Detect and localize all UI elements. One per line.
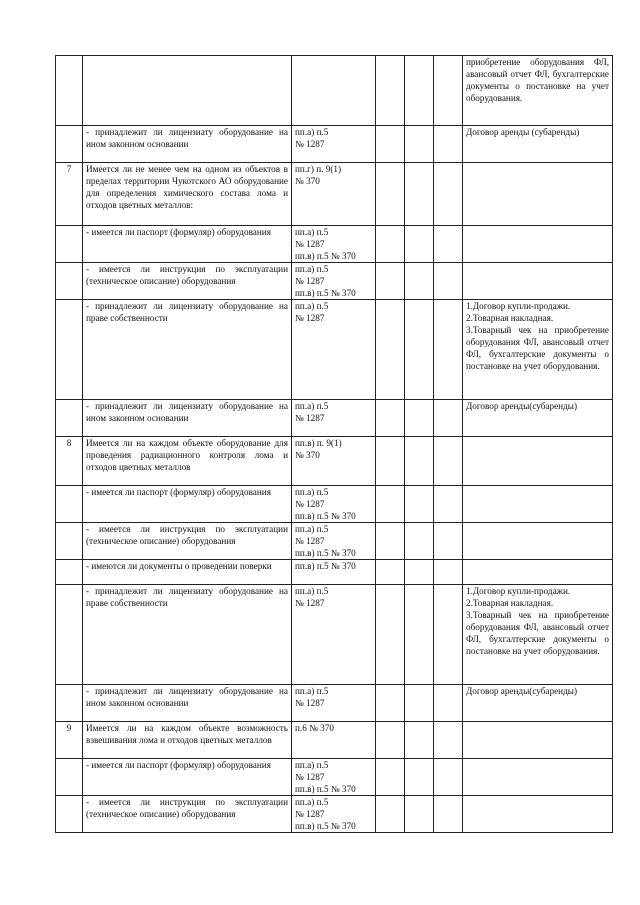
requirement-cell-text: - имеется ли паспорт (формуляр) оборудования <box>86 760 271 770</box>
row-number-cell <box>56 400 83 437</box>
table-row <box>56 263 613 300</box>
requirement-cell <box>83 759 292 796</box>
table-row <box>56 486 613 523</box>
requirement-cell <box>83 263 292 300</box>
requirement-cell <box>83 523 292 560</box>
row-number-cell <box>56 163 83 226</box>
no-cell <box>405 585 434 685</box>
documents-cell <box>463 300 613 400</box>
requirement-cell-text: - имеется ли паспорт (формуляр) оборудования <box>86 227 271 237</box>
documents-cell-text: Договор аренды(субаренды) <box>466 686 578 696</box>
no-cell <box>405 560 434 585</box>
row-number-cell <box>56 585 83 685</box>
yes-cell <box>376 796 405 833</box>
requirement-cell <box>83 300 292 400</box>
table-row <box>56 523 613 560</box>
requirement-cell-text: - принадлежит ли лицензиату оборудование на ином законном основании <box>86 686 288 708</box>
documents-cell <box>463 163 613 226</box>
yes-cell <box>376 437 405 486</box>
requirement-cell <box>83 722 292 759</box>
requirement-cell-text: - принадлежит ли лицензиату оборудование на ином законном основании <box>86 401 288 423</box>
legal-reference-cell-text: п.6 № 370 <box>295 723 334 733</box>
legal-reference-cell <box>292 226 376 263</box>
yes-cell <box>376 560 405 585</box>
yes-cell <box>376 263 405 300</box>
requirement-cell-text: - принадлежит ли лицензиату оборудование на праве собственности <box>86 586 288 608</box>
requirement-cell <box>83 796 292 833</box>
documents-cell <box>463 486 613 523</box>
table-row <box>56 126 613 163</box>
requirement-cell-text: - принадлежит ли лицензиату оборудование на ином законном основании <box>86 127 288 149</box>
not-applicable-cell <box>434 585 463 685</box>
legal-reference-cell-text: пп.а) п.5 № 1287 пп.в) п.5 № 370 <box>295 524 356 558</box>
no-cell <box>405 685 434 722</box>
legal-reference-cell-text: пп.а) п.5 № 1287 <box>295 301 329 323</box>
requirement-cell <box>83 437 292 486</box>
documents-cell <box>463 759 613 796</box>
row-number-cell-text: 9 <box>66 723 72 733</box>
legal-reference-cell-text: пп.а) п.5 № 1287 пп.в) п.5 № 370 <box>295 797 356 831</box>
legal-reference-cell <box>292 796 376 833</box>
row-number-cell-text: 7 <box>66 164 72 174</box>
yes-cell <box>376 56 405 126</box>
yes-cell <box>376 523 405 560</box>
requirement-cell-text: - имеется ли инструкция по эксплуатации (техническое описание) оборудования <box>86 524 288 546</box>
requirement-cell <box>83 126 292 163</box>
no-cell <box>405 437 434 486</box>
documents-cell <box>463 722 613 759</box>
documents-cell <box>463 56 613 126</box>
requirement-cell <box>83 585 292 685</box>
table-row <box>56 56 613 126</box>
requirement-cell-text: - имеются ли документы о проведении поверки <box>86 561 272 571</box>
legal-reference-cell <box>292 437 376 486</box>
requirement-cell-text: Имеется ли на каждом объекте оборудование для проведения радиационного контроля лома и отходов цветных металлов <box>86 438 288 472</box>
documents-cell <box>463 400 613 437</box>
no-cell <box>405 796 434 833</box>
documents-cell <box>463 263 613 300</box>
table-row <box>56 560 613 585</box>
legal-reference-cell <box>292 400 376 437</box>
yes-cell <box>376 126 405 163</box>
table-row <box>56 796 613 833</box>
row-number-cell <box>56 300 83 400</box>
requirement-cell-text: - имеется ли инструкция по эксплуатации (техническое описание) оборудования <box>86 797 288 819</box>
requirement-cell <box>83 685 292 722</box>
legal-reference-cell-text: пп.а) п.5 № 1287 пп.в) п.5 № 370 <box>295 487 356 521</box>
yes-cell <box>376 759 405 796</box>
row-number-cell <box>56 437 83 486</box>
legal-reference-cell-text: пп.а) п.5 № 1287 <box>295 127 329 149</box>
legal-reference-cell-text: пп.в) п.5 № 370 <box>295 561 356 571</box>
not-applicable-cell <box>434 523 463 560</box>
no-cell <box>405 759 434 796</box>
legal-reference-cell-text: пп.а) п.5 № 1287 <box>295 686 329 708</box>
documents-cell-text: 1.Договор купли-продажи. 2.Товарная накладная. 3.Товарный чек на приобретение оборудования ФЛ, авансовый отчет ФЛ, бухгалтерские документы о постановке на учет оборудования. <box>466 586 609 656</box>
no-cell <box>405 722 434 759</box>
no-cell <box>405 263 434 300</box>
legal-reference-cell-text: пп.а) п.5 № 1287 пп.в) п.5 № 370 <box>295 264 356 298</box>
row-number-cell <box>56 226 83 263</box>
row-number-cell <box>56 523 83 560</box>
documents-cell-text: Договор аренды(субаренды) <box>466 401 578 411</box>
documents-cell-text: 1.Договор купли-продажи. 2.Товарная накладная. 3.Товарный чек на приобретение оборудования ФЛ, авансовый отчет ФЛ, бухгалтерские документы о постановке на учет оборудования. <box>466 301 609 371</box>
documents-cell <box>463 796 613 833</box>
documents-cell <box>463 226 613 263</box>
no-cell <box>405 523 434 560</box>
row-number-cell <box>56 759 83 796</box>
documents-cell-text: Договор аренды (субаренды) <box>466 127 580 137</box>
table-row <box>56 585 613 685</box>
documents-cell <box>463 126 613 163</box>
table-row <box>56 226 613 263</box>
requirement-cell <box>83 56 292 126</box>
legal-reference-cell <box>292 685 376 722</box>
not-applicable-cell <box>434 685 463 722</box>
requirement-cell <box>83 486 292 523</box>
table-row <box>56 437 613 486</box>
row-number-cell <box>56 560 83 585</box>
legal-reference-cell <box>292 523 376 560</box>
legal-reference-cell <box>292 560 376 585</box>
yes-cell <box>376 163 405 226</box>
not-applicable-cell <box>434 300 463 400</box>
requirement-cell-text: Имеется ли не менее чем на одном из объектов в пределах территории Чукотского АО оборудование для определения химического состава лома и отходов цветных металлов: <box>86 164 288 210</box>
row-number-cell <box>56 263 83 300</box>
table-row <box>56 685 613 722</box>
legal-reference-cell <box>292 126 376 163</box>
documents-cell <box>463 585 613 685</box>
legal-reference-cell <box>292 263 376 300</box>
not-applicable-cell <box>434 163 463 226</box>
not-applicable-cell <box>434 56 463 126</box>
yes-cell <box>376 486 405 523</box>
documents-cell <box>463 523 613 560</box>
row-number-cell <box>56 126 83 163</box>
legal-reference-cell-text: пп.а) п.5 № 1287 <box>295 586 329 608</box>
yes-cell <box>376 722 405 759</box>
legal-reference-cell-text: пп.а) п.5 № 1287 пп.в) п.5 № 370 <box>295 227 356 261</box>
requirement-cell <box>83 560 292 585</box>
not-applicable-cell <box>434 722 463 759</box>
table-row <box>56 400 613 437</box>
legal-reference-cell-text: пп.г) п. 9(1) № 370 <box>295 164 342 186</box>
table-row <box>56 759 613 796</box>
not-applicable-cell <box>434 126 463 163</box>
checklist-table <box>55 55 613 833</box>
no-cell <box>405 163 434 226</box>
legal-reference-cell <box>292 722 376 759</box>
legal-reference-cell-text: пп.а) п.5 № 1287 пп.в) п.5 № 370 <box>295 760 356 794</box>
documents-cell <box>463 437 613 486</box>
not-applicable-cell <box>434 486 463 523</box>
not-applicable-cell <box>434 796 463 833</box>
requirement-cell-text: Имеется ли на каждом объекте возможность взвешивания лома и отходов цветных металлов <box>86 723 288 745</box>
requirement-cell-text: - принадлежит ли лицензиату оборудование на праве собственности <box>86 301 288 323</box>
yes-cell <box>376 300 405 400</box>
not-applicable-cell <box>434 226 463 263</box>
legal-reference-cell <box>292 585 376 685</box>
requirement-cell <box>83 400 292 437</box>
legal-reference-cell <box>292 486 376 523</box>
no-cell <box>405 56 434 126</box>
requirement-cell-text: - имеется ли инструкция по эксплуатации (техническое описание) оборудования <box>86 264 288 286</box>
documents-cell <box>463 685 613 722</box>
no-cell <box>405 486 434 523</box>
table-row <box>56 722 613 759</box>
requirement-cell-text: - имеется ли паспорт (формуляр) оборудования <box>86 487 271 497</box>
no-cell <box>405 226 434 263</box>
yes-cell <box>376 226 405 263</box>
yes-cell <box>376 585 405 685</box>
no-cell <box>405 126 434 163</box>
table-body <box>56 56 613 833</box>
not-applicable-cell <box>434 437 463 486</box>
not-applicable-cell <box>434 560 463 585</box>
not-applicable-cell <box>434 263 463 300</box>
no-cell <box>405 300 434 400</box>
no-cell <box>405 400 434 437</box>
row-number-cell <box>56 486 83 523</box>
row-number-cell <box>56 796 83 833</box>
row-number-cell <box>56 685 83 722</box>
legal-reference-cell <box>292 163 376 226</box>
row-number-cell-text: 8 <box>66 438 72 448</box>
documents-cell-text: приобретение оборудования ФЛ, авансовый отчет ФЛ, бухгалтерские документы о постановке на учет оборудования. <box>466 57 609 103</box>
legal-reference-cell <box>292 300 376 400</box>
legal-reference-cell-text: пп.а) п.5 № 1287 <box>295 401 329 423</box>
not-applicable-cell <box>434 759 463 796</box>
requirement-cell <box>83 163 292 226</box>
table-row <box>56 300 613 400</box>
row-number-cell <box>56 722 83 759</box>
not-applicable-cell <box>434 400 463 437</box>
legal-reference-cell <box>292 759 376 796</box>
legal-reference-cell <box>292 56 376 126</box>
documents-cell <box>463 560 613 585</box>
yes-cell <box>376 685 405 722</box>
requirement-cell <box>83 226 292 263</box>
row-number-cell <box>56 56 83 126</box>
yes-cell <box>376 400 405 437</box>
table-row <box>56 163 613 226</box>
legal-reference-cell-text: пп.в) п. 9(1) № 370 <box>295 438 342 460</box>
